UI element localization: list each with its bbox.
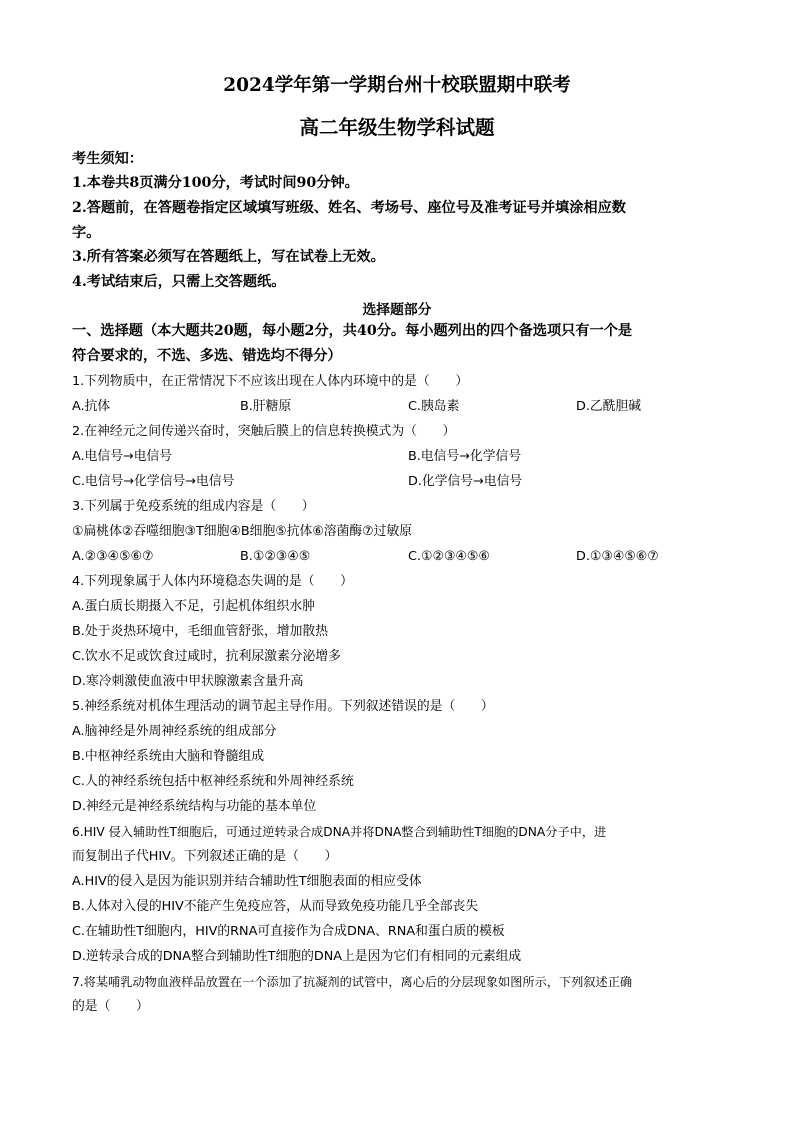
option-b: B.中枢神经系统由大脑和脊髓组成 bbox=[72, 749, 265, 764]
option-c: C.电信号→化学信号→电信号 bbox=[72, 474, 235, 489]
option-a: A.脑神经是外周神经系统的组成部分 bbox=[72, 724, 277, 739]
notice-item: 4.考试结束后，只需上交答题纸。 bbox=[72, 274, 286, 290]
option-b: B.处于炎热环境中，毛细血管舒张，增加散热 bbox=[72, 624, 328, 639]
exam-title: 2024学年第一学期台州十校联盟期中联考 bbox=[223, 75, 571, 96]
question-stem: 6.HIV 侵入辅助性T细胞后，可通过逆转录合成DNA并将DNA整合到辅助性T细胞的DNA分子中，进 bbox=[72, 825, 607, 839]
option-a: A.②③④⑤⑥⑦ bbox=[72, 549, 154, 564]
section-instruction: 符合要求的，不选、多选、错选均不得分） bbox=[72, 348, 342, 364]
notice-item: 字。 bbox=[72, 225, 101, 241]
question-stem: 3.下列属于免疫系统的组成内容是（ ） bbox=[72, 499, 315, 514]
question-stem: 5.神经系统对机体生理活动的调节起主导作用。下列叙述错误的是（ ） bbox=[72, 699, 494, 714]
option-d: D.①③④⑤⑥⑦ bbox=[576, 549, 659, 564]
section-instruction: 一、选择题（本大题共20题，每小题2分，共40分。每小题列出的四个备选项只有一个是 bbox=[72, 323, 633, 339]
option-d: D.乙酰胆碱 bbox=[576, 399, 642, 414]
option-b: B.肝糖原 bbox=[240, 399, 292, 414]
option-c: C.①②③④⑤⑥ bbox=[408, 549, 490, 564]
option-d: D.逆转录合成的DNA整合到辅助性T细胞的DNA上是因为它们有相同的元素组成 bbox=[72, 949, 522, 964]
notice-item: 3.所有答案必须写在答题纸上，写在试卷上无效。 bbox=[72, 249, 385, 265]
option-a: A.蛋白质长期摄入不足，引起机体组织水肿 bbox=[72, 599, 315, 614]
option-c: C.人的神经系统包括中枢神经系统和外周神经系统 bbox=[72, 774, 354, 789]
notice-heading: 考生须知： bbox=[72, 151, 143, 167]
question-stem: 1.下列物质中，在正常情况下不应该出现在人体内环境中的是（ ） bbox=[72, 374, 469, 389]
option-c: C.在辅助性T细胞内，HIV的RNA可直接作为合成DNA、RNA和蛋白质的模板 bbox=[72, 924, 505, 939]
exam-subtitle: 高二年级生物学科试题 bbox=[299, 116, 495, 139]
option-d: D.化学信号→电信号 bbox=[408, 474, 523, 489]
section-title: 选择题部分 bbox=[362, 302, 432, 318]
question-stem: 4.下列现象属于人体内环境稳态失调的是（ ） bbox=[72, 574, 353, 589]
notice-item: 1.本卷共8页满分100分，考试时间90分钟。 bbox=[72, 175, 359, 191]
notice-item: 2.答题前，在答题卷指定区域填写班级、姓名、考场号、座位号及准考证号并填涂相应数 bbox=[72, 200, 626, 216]
question-stem: 2.在神经元之间传递兴奋时，突触后膜上的信息转换模式为（ ） bbox=[72, 424, 456, 439]
option-b: B.电信号→化学信号 bbox=[408, 449, 522, 464]
option-d: D.寒冷刺激使血液中甲状腺激素含量升高 bbox=[72, 674, 304, 689]
option-a: A.抗体 bbox=[72, 399, 111, 414]
option-a: A.电信号→电信号 bbox=[72, 449, 173, 464]
question-stem: 而复制出子代HIV。下列叙述正确的是（ ） bbox=[72, 849, 338, 864]
option-b: B.人体对入侵的HIV不能产生免疫应答，从而导致免疫功能几乎全部丧失 bbox=[72, 899, 479, 914]
question-items: ①扁桃体②吞噬细胞③T细胞④B细胞⑤抗体⑥溶菌酶⑦过敏原 bbox=[72, 524, 413, 539]
option-a: A.HIV的侵入是因为能识别并结合辅助性T细胞表面的相应受体 bbox=[72, 874, 422, 889]
option-c: C.胰岛素 bbox=[408, 399, 460, 414]
option-c: C.饮水不足或饮食过咸时，抗利尿激素分泌增多 bbox=[72, 649, 341, 664]
option-b: B.①②③④⑤ bbox=[240, 549, 311, 564]
question-stem: 的是（ ） bbox=[72, 999, 149, 1014]
option-d: D.神经元是神经系统结构与功能的基本单位 bbox=[72, 799, 317, 814]
question-stem: 7.将某哺乳动物血液样品放置在一个添加了抗凝剂的试管中，离心后的分层现象如图所示，下列叙述正确 bbox=[72, 975, 633, 989]
